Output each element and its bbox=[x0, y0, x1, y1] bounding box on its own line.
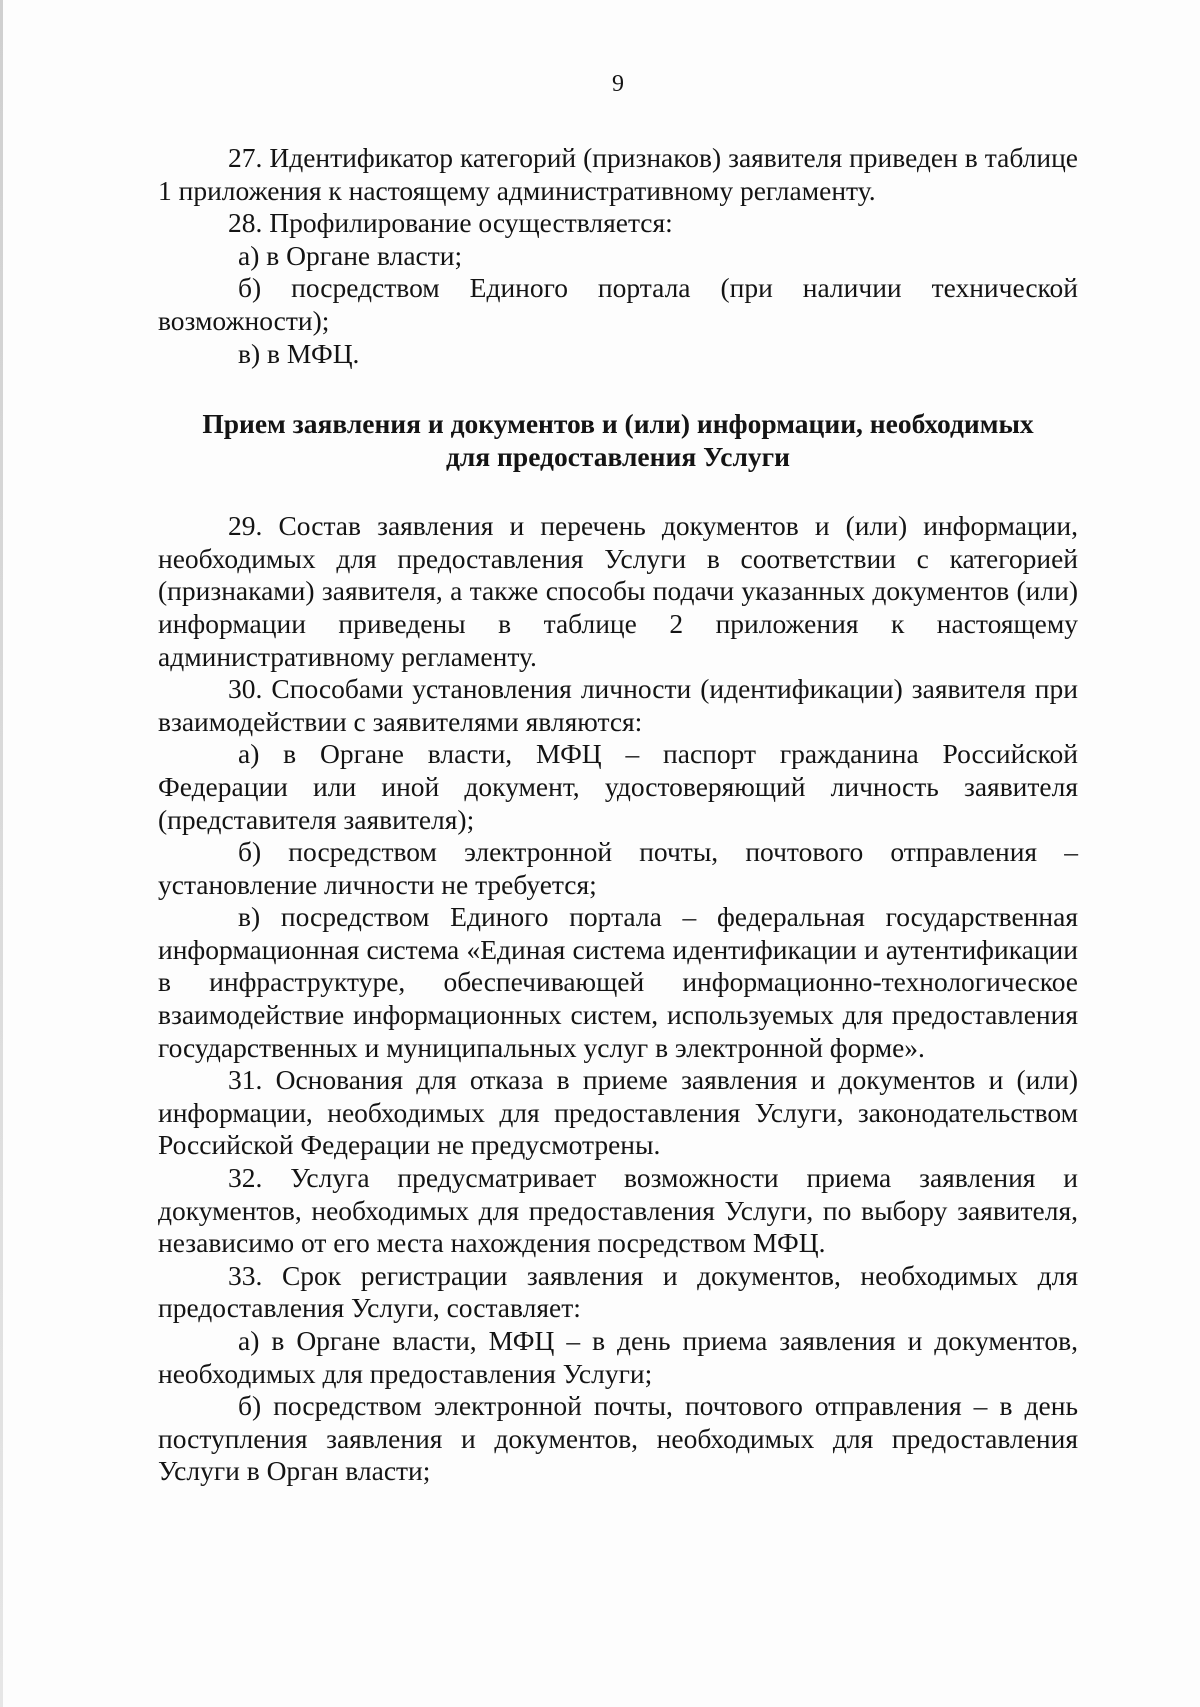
paragraph-32: 32. Услуга предусматривает возможности приема заявления и документов, необходимых для предоставления Услуги, по выбору заявителя, независимо от его места нахождения посредством МФЦ. bbox=[158, 1162, 1078, 1259]
paragraph-30-item-b: б) посредством электронной почты, почтового отправления – установление личности не требуется; bbox=[158, 836, 1078, 900]
paragraph-31: 31. Основания для отказа в приеме заявления и документов и (или) информации, необходимых для предоставления Услуги, законодательством Российской Федерации не предусмотрены. bbox=[158, 1064, 1078, 1161]
paragraph-30-item-v: в) посредством Единого портала – федеральная государственная информационная система «Единая система идентификации и аутентификации в инфраструктуре, обеспечивающей информационно-технологическое взаимодействие информационных систем, используемых для предоставления государственных и муниципальных услуг в электронной форме». bbox=[158, 901, 1078, 1063]
paragraph-33-item-a: а) в Органе власти, МФЦ – в день приема заявления и документов, необходимых для предоставления Услуги; bbox=[158, 1325, 1078, 1389]
section-heading-line-1: Прием заявления и документов и (или) информации, необходимых bbox=[202, 408, 1034, 440]
list-item-v: в) в МФЦ. bbox=[238, 337, 360, 369]
list-item-a: а) в Органе власти; bbox=[238, 239, 463, 271]
section-heading bbox=[158, 407, 1078, 473]
scan-edge bbox=[0, 0, 3, 1707]
page-number: 9 bbox=[612, 71, 624, 97]
paragraph-30: 30. Способами установления личности (идентификации) заявителя при взаимодействии с заявителями являются: bbox=[158, 673, 1078, 737]
section-heading-line-2: для предоставления Услуги bbox=[445, 441, 791, 473]
paragraph-33-item-b: б) посредством электронной почты, почтового отправления – в день поступления заявления и документов, необходимых для предоставления Услуги в Орган власти; bbox=[158, 1390, 1078, 1487]
paragraph-27: 27. Идентификатор категорий (признаков) заявителя приведен в таблице 1 приложения к настоящему административному регламенту. bbox=[158, 142, 1078, 206]
top-paragraphs bbox=[158, 142, 1078, 370]
paragraph-29: 29. Состав заявления и перечень документов и (или) информации, необходимых для предоставления Услуги в соответствии с категорией (признаками) заявителя, а также способы подачи указанных документов (или) информации приведены в таблице 2 приложения к настоящему административному регламенту. bbox=[158, 510, 1078, 672]
paragraph-28: 28. Профилирование осуществляется: bbox=[228, 207, 673, 239]
body-paragraphs bbox=[158, 510, 1078, 1488]
list-item-b: б) посредством Единого портала (при наличии технической возможности); bbox=[158, 272, 1078, 336]
paragraph-30-item-a: а) в Органе власти, МФЦ – паспорт гражданина Российской Федерации или иной документ, удостоверяющий личность заявителя (представителя заявителя); bbox=[158, 738, 1078, 835]
paragraph-33: 33. Срок регистрации заявления и документов, необходимых для предоставления Услуги, составляет: bbox=[158, 1259, 1078, 1324]
